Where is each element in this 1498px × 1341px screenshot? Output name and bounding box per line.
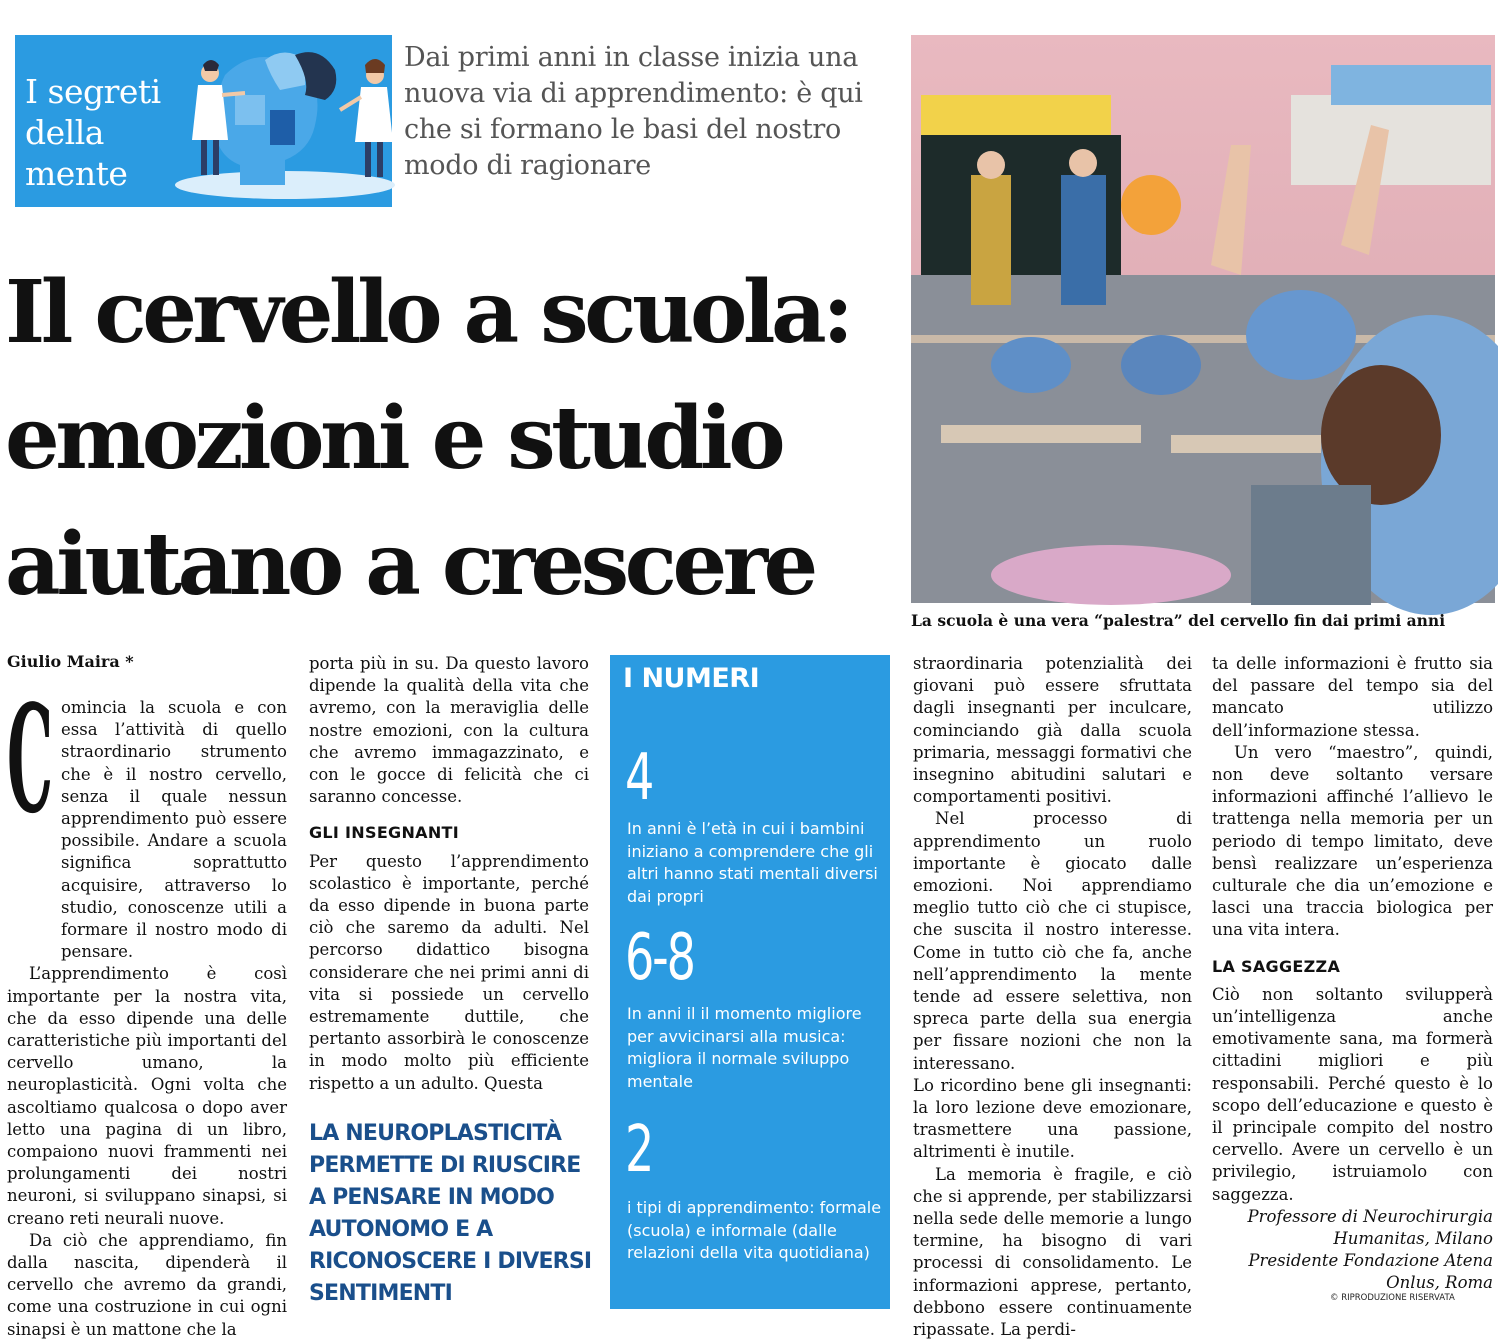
col4-paragraph-3: Ciò non soltanto svilupperà un’intelligenza anche emotivamente sana, ma formerà cittadini migliori e più responsabili. Perché questo è lo scopo dell’educazione e questo è il principale compito del nostro cervello. Avere un cervello è un privilegio, istruiamolo con saggezza. bbox=[1212, 984, 1493, 1204]
col3-paragraph-2: Nel processo di apprendimento un ruolo importante è giocato dalle emozioni. Noi apprendiamo meglio tutto ciò che ci stupisce, che suscita il nostro interesse. Come in tutto ciò che fa, anche nell’apprendimento la mente tende ad essere selettiva, non spreca parte della sua energia per fissare nozioni che non la interessano. bbox=[913, 809, 1192, 1073]
drop-cap-letter: C bbox=[7, 672, 53, 846]
numbers-title: I NUMERI bbox=[623, 663, 760, 694]
article-column-2 bbox=[309, 653, 589, 1095]
classroom-photo bbox=[911, 35, 1495, 603]
headline-line-3: aiutano a crescere bbox=[5, 514, 814, 615]
copyright-notice: © RIPRODUZIONE RISERVATA bbox=[1330, 1293, 1455, 1303]
col3-paragraph-4: La memoria è fragile, e ciò che si apprende, per stabilizzarsi nella sede delle memorie a lungo termine, ha bisogno di vari processi di consolidamento. Le informazioni apprese, pertanto, debbono essere continuamente ripassate. La perdi- bbox=[913, 1164, 1192, 1340]
headline-line-2: emozioni e studio bbox=[5, 388, 782, 489]
col4-paragraph-1: ta delle informazioni è frutto sia del passare del tempo sia del mancato utilizzo dell’informazione stessa. bbox=[1212, 654, 1493, 740]
article-column-1 bbox=[7, 697, 287, 1341]
number-value-3: 2 bbox=[625, 1113, 653, 1187]
number-text-3: i tipi di apprendimento: formale (scuola) e informale (dalle relazioni della vita quotidiana) bbox=[627, 1198, 882, 1262]
col4-paragraph-2: Un vero “maestro”, quindi, non deve soltanto versare informazioni affinché l’allievo le trattenga nella memoria per un periodo di tempo limitato, deve bensì realizzare un’esperienza culturale che dia un’emozione e lasci una traccia biologica per una vita intera. bbox=[1212, 742, 1493, 940]
classroom-photo-image bbox=[911, 35, 1495, 603]
col2-paragraph-1: porta più in su. Da questo lavoro dipende la qualità della vita che avremo, con la meraviglia delle nostre emozioni, con la cultura che avremo immagazzinato, e con le gocce di felicità che ci saranno concesse. bbox=[309, 654, 589, 807]
number-value-1: 4 bbox=[625, 741, 653, 815]
signature-line-3: Presidente Fondazione Atena bbox=[1248, 1251, 1493, 1271]
subhead-saggezza: LA SAGGEZZA bbox=[1212, 956, 1341, 976]
number-text-2: In anni il il momento migliore per avvicinarsi alla musica: migliora il normale sviluppo mentale bbox=[627, 1004, 862, 1091]
col3-paragraph-3: Lo ricordino bene gli insegnanti: la loro lezione deve emozionare, trasmettere una passione, altrimenti è inutile. bbox=[913, 1075, 1192, 1162]
subhead-insegnanti: GLI INSEGNANTI bbox=[309, 823, 460, 843]
signature-line-2: Humanitas, Milano bbox=[1333, 1229, 1493, 1249]
byline: Giulio Maira * bbox=[7, 652, 134, 671]
headline-line-1: Il cervello a scuola: bbox=[5, 262, 850, 363]
headline bbox=[5, 250, 910, 628]
kicker-box bbox=[15, 35, 392, 207]
col1-paragraph-1-wrap bbox=[61, 697, 287, 963]
numbers-box bbox=[610, 655, 890, 1309]
summary-text: Dai primi anni in classe inizia una nuova via di apprendimento: è qui che si formano le basi del nostro modo di ragionare bbox=[404, 42, 863, 181]
article-column-4 bbox=[1212, 653, 1493, 1295]
col1-paragraph-1: omincia la scuola e con essa l’attività di quello straordinario strumento che è il nostro cervello, senza il quale nessun apprendimento può essere possibile. Andare a scuola significa soprattutto acquisire, attraverso lo studio, conoscenze utili a formare il nostro modo di pensare. bbox=[61, 698, 287, 962]
signature-line-4: Onlus, Roma bbox=[1386, 1273, 1493, 1293]
col2-paragraph-2: Per questo l’apprendimento scolastico è importante, perché da esso dipende in buona parte ciò che saremo da adulti. Nel percorso didattico bisogna considerare che nei primi anni di vita si possiede un cervello estremamente duttile, che pertanto assorbirà le conoscenze in modo molto più efficiente rispetto a un adulto. Questa bbox=[309, 851, 589, 1093]
number-text-1: In anni è l’età in cui i bambini iniziano a comprendere che gli altri hanno stati mentali diversi dai propri bbox=[627, 819, 878, 906]
author-signature bbox=[1212, 1206, 1493, 1295]
signature-line-1: Professore di Neurochirurgia bbox=[1247, 1206, 1493, 1226]
brain-puzzle-illustration bbox=[165, 35, 392, 207]
kicker-title: I segreti della mente bbox=[25, 72, 161, 193]
col1-paragraph-2: L’apprendimento è così importante per la nostra vita, che da esso dipende una delle caratteristiche più importanti del cervello umano, la neuroplasticità. Ogni volta che ascoltiamo qualcosa o dopo aver letto una pagina di un libro, compaiono nuovi frammenti nei prolungamenti dei nostri neuroni, si sviluppano sinapsi, si creano reti neurali nuove. bbox=[7, 964, 287, 1228]
article-column-3 bbox=[913, 653, 1192, 1341]
number-value-2: 6-8 bbox=[625, 921, 694, 995]
pull-quote: LA NEUROPLASTICITÀ PERMETTE DI RIUSCIRE A PENSARE IN MODO AUTONOMO E A RICONOSCERE I DIVERSI SENTIMENTI bbox=[309, 1121, 592, 1306]
col1-paragraph-3: Da ciò che apprendiamo, fin dalla nascita, dipenderà il cervello che avremo da grandi, come una costruzione in cui ogni sinapsi è un mattone che la bbox=[7, 1230, 287, 1339]
col3-paragraph-1: straordinaria potenzialità dei giovani può essere sfruttata dagli insegnanti per inculcare, cominciando già dalla scuola primaria, messaggi formativi che insegnino abitudini salutari e comportamenti positivi. bbox=[913, 654, 1192, 807]
photo-caption: La scuola è una vera “palestra” del cervello fin dai primi anni bbox=[911, 611, 1446, 630]
